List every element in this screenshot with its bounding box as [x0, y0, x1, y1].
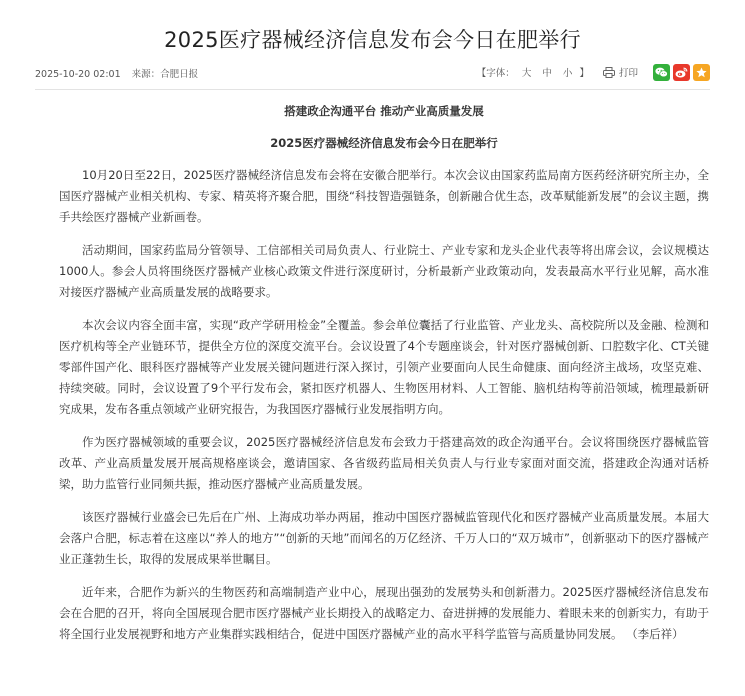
- meta-divider: [35, 89, 710, 90]
- wechat-icon: [655, 67, 668, 78]
- font-size-label: 【字体：: [476, 68, 515, 79]
- favorite-button[interactable]: [693, 64, 710, 81]
- printer-icon: [603, 67, 615, 78]
- paragraph: 10月20日至22日，2025医疗器械经济信息发布会将在安徽合肥举行。本次会议由国家药监局南方医药经济研究所主办，全国医疗器械产业相关机构、专家、精英将齐聚合肥，围绕“科技智造强链条，创新融合优生态，改革赋能新发展”的会议主题，携手共绘医疗器械产业新画卷。: [59, 168, 709, 224]
- article-subheading: 搭建政企沟通平台 推动产业高质量发展: [284, 104, 484, 118]
- publish-datetime: 2025-10-20 02:01: [35, 69, 121, 80]
- weibo-icon: [675, 67, 688, 78]
- font-size-close: 】: [579, 68, 589, 79]
- print-button[interactable]: [603, 65, 638, 79]
- font-medium-button[interactable]: 中: [542, 68, 552, 79]
- article-source: 来源：合肥日报: [131, 69, 199, 80]
- article-subtitle: 2025医疗器械经济信息发布会今日在肥举行: [270, 136, 498, 150]
- paragraph: 该医疗器械行业盛会已先后在广州、上海成功举办两届，推动中国医疗器械监管现代化和医疗器械产业高质量发展。本届大会落户合肥，标志着在这座以“养人的地方”“创新的天地”而闻名的万亿经济、千万人口的“双万城市”，创新驱动下的医疗器械产业正蓬勃生长，取得的发展成果举世瞩目。: [59, 510, 709, 566]
- font-size-control: [477, 65, 589, 79]
- paragraph: 近年来，合肥作为新兴的生物医药和高端制造产业中心，展现出强劲的发展势头和创新潜力。2025医疗器械经济信息发布会在合肥的召开，将向全国展现合肥市医疗器械产业长期投入的战略定力、奋进拼搏的发展能力、着眼未来的创新实力，有助于将全国行业发展视野和地方产业集群实践相结合，促进中国医疗器械产业的高水平科学监管与高质量协同发展。 （李后祥）: [59, 585, 709, 641]
- font-small-button[interactable]: 小: [562, 68, 573, 79]
- print-label: 打印: [618, 68, 638, 79]
- font-large-button[interactable]: 大: [521, 68, 532, 79]
- paragraph: 作为医疗器械领域的重要会议，2025医疗器械经济信息发布会致力于搭建高效的政企沟通平台。会议将围绕医疗器械监管改革、产业高质量发展开展高规格座谈会，邀请国家、各省级药监局相关负责人与行业专家面对面交流，搭建政企沟通对话桥梁，助力监管行业同频共振，推动医疗器械产业高质量发展。: [59, 435, 709, 491]
- paragraph: 活动期间，国家药监局分管领导、工信部相关司局负责人、行业院士、产业专家和龙头企业代表等将出席会议，会议规模达1000人。参会人员将围绕医疗器械产业核心政策文件进行深度研讨，分析最新产业政策动向，发表最高水平行业见解，高水准对接医疗器械产业高质量发展的战略要求。: [59, 243, 709, 299]
- star-icon: [696, 67, 707, 78]
- article-body: [59, 103, 709, 657]
- article-meta: [35, 62, 710, 82]
- share-wechat-button[interactable]: [653, 64, 670, 81]
- paragraph: 本次会议内容全面丰富，实现“政产学研用检金”全覆盖。参会单位囊括了行业监管、产业龙头、高校院所以及金融、检测和医疗机构等全产业链环节，提供全方位的深度交流平台。会议设置了4个专题座谈会，针对医疗器械创新、口腔数字化、CT关键零部件国产化、眼科医疗器械等产业发展关键问题进行深入探讨，引领产业要面向人民生命健康、面向经济主战场，攻坚克难、持续突破。同时，会议设置了9个平行发布会，紧扣医疗机器人、生物医用材料、人工智能、脑机结构等前沿领域，梳理最新研究成果，发布各重点领域产业研究报告，为我国医疗器械行业发展指明方向。: [59, 318, 709, 416]
- share-weibo-button[interactable]: [673, 64, 690, 81]
- article-title: 2025医疗器械经济信息发布会今日在肥举行: [164, 28, 581, 52]
